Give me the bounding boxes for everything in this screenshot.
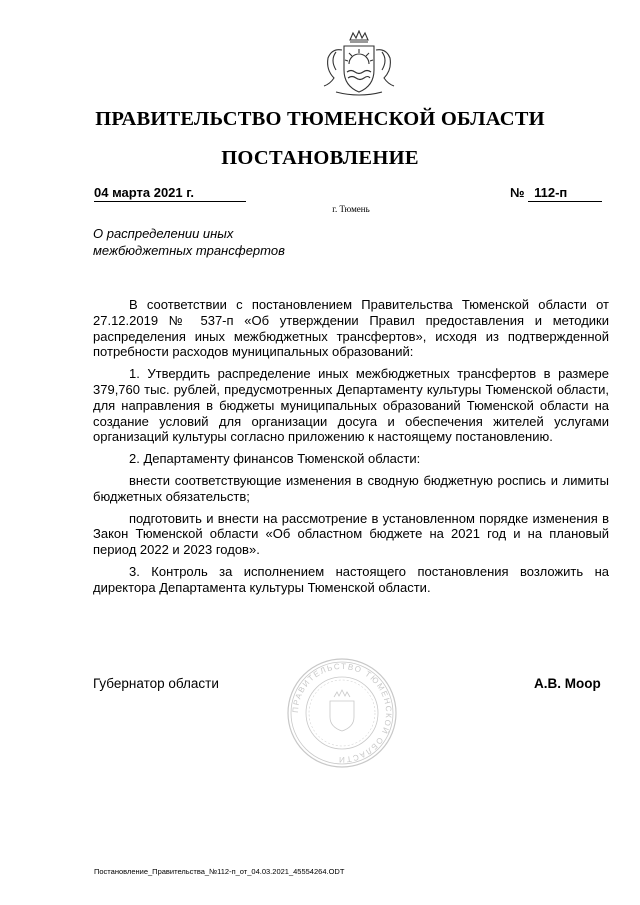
intro-paragraph: В соответствии с постановлением Правительства Тюменской области от 27.12.2019 № 537-п «Об утверждении Правил предоставления и методики распределения иных межбюджетных трансфертов», исходя из подтвержденной потребности расходов муниципальных образований: (93, 297, 609, 360)
official-round-seal-icon (286, 657, 398, 769)
document-number (510, 185, 602, 202)
footer-filename: Постановление_Правительства_№112-п_от_04.03.2021_45554264.ODT (94, 867, 345, 876)
city-label: г. Тюмень (332, 204, 370, 214)
item-3-paragraph: 3. Контроль за исполнением настоящего постановления возложить на директора Департамента культуры Тюменской области. (93, 563, 609, 595)
organization-name: ПРАВИТЕЛЬСТВО ТЮМЕНСКОЙ ОБЛАСТИ (95, 108, 545, 130)
document-date: 04 марта 2021 г. (94, 185, 246, 202)
subject-line: О распределении иных (93, 226, 234, 241)
signatory-name: А.В. Моор (534, 676, 601, 691)
document-body (93, 297, 609, 596)
seal-text: ПРАВИТЕЛЬСТВО ТЮМЕНСКОЙ ОБЛАСТИ (290, 661, 394, 765)
item-2a-paragraph: внести соответствующие изменения в сводную бюджетную роспись и лимиты бюджетных обязательств; (93, 472, 609, 504)
item-1-paragraph: 1. Утвердить распределение иных межбюджетных трансфертов в размере 379,760 тыс. рублей, предусмотренных Департаменту культуры Тюменской области, для направления в бюджеты муниципальных образований Тюменской области на создание условий для организации досуга и обеспечения жителей услугами организаций культуры согласно приложению к настоящему постановлению. (93, 366, 609, 445)
item-2b-paragraph: подготовить и внести на рассмотрение в установленном порядке изменения в Закон Тюменской области «Об областном бюджете на 2021 год и на плановый период 2022 и 2023 годов». (93, 510, 609, 558)
signatory-position: Губернатор области (93, 676, 219, 691)
document-type-title: ПОСТАНОВЛЕНИЕ (221, 147, 419, 169)
item-2-paragraph: 2. Департаменту финансов Тюменской области: (129, 451, 421, 467)
number-value: 112-п (528, 185, 602, 202)
document-subject (93, 225, 353, 259)
subject-line: межбюджетных трансфертов (93, 243, 285, 258)
number-prefix: № (510, 185, 525, 200)
tyumen-coat-of-arms-icon (314, 30, 404, 100)
